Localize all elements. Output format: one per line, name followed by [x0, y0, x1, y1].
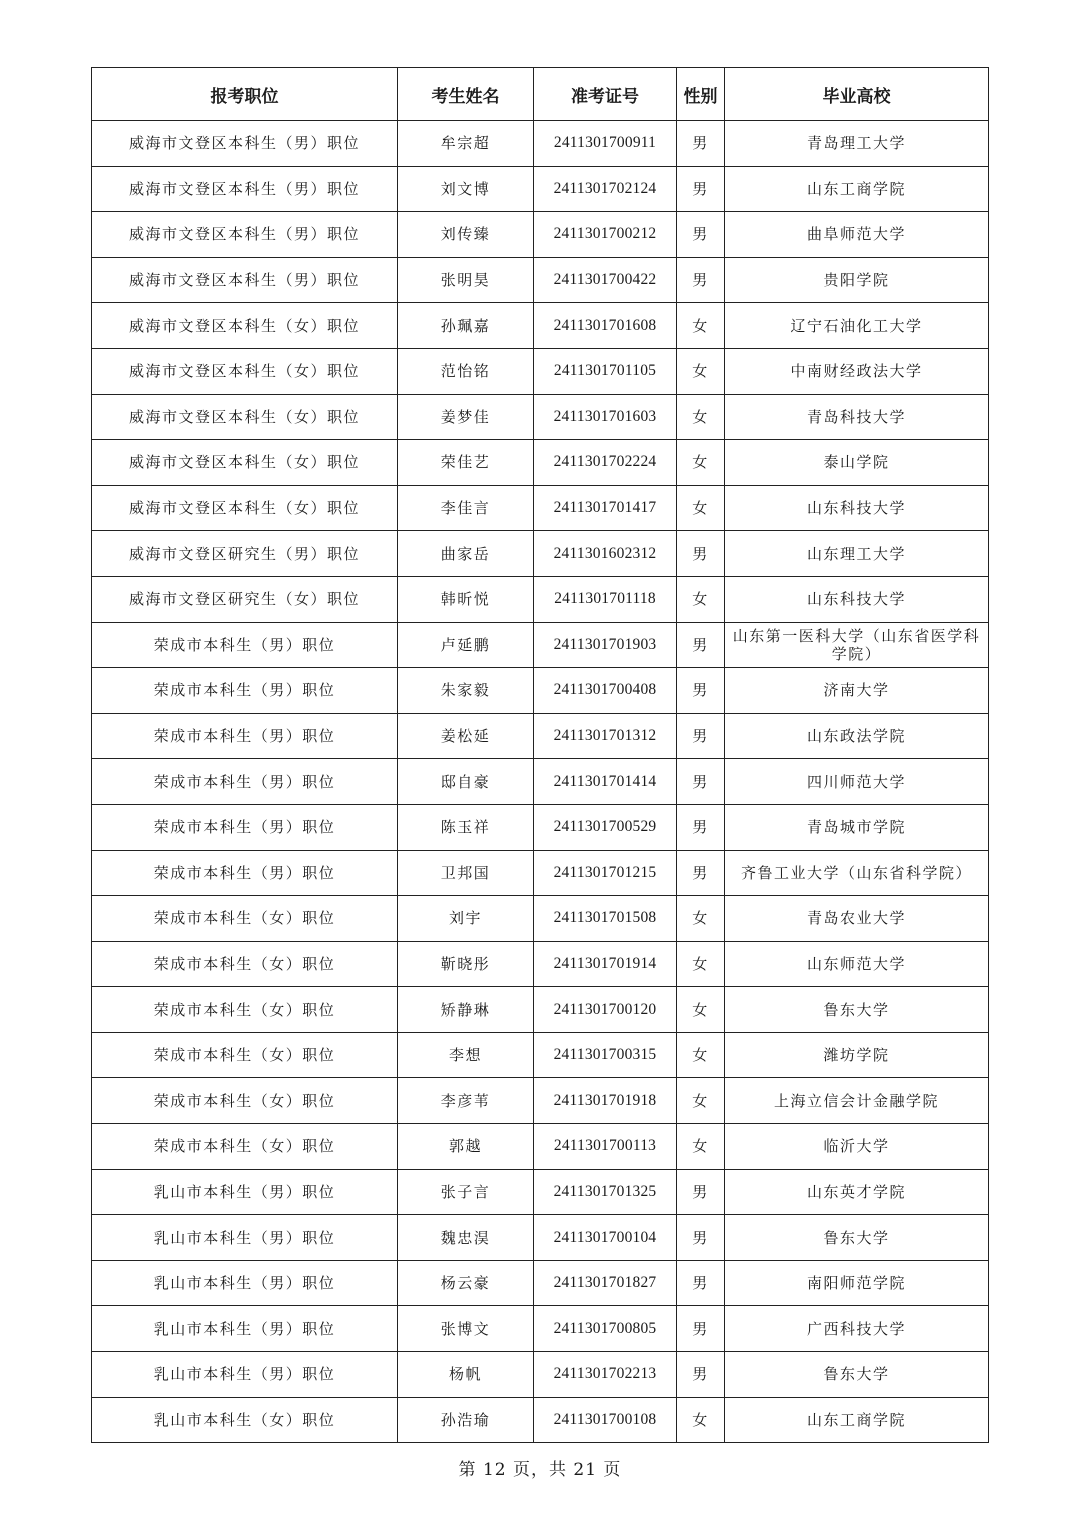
table-row [92, 1352, 989, 1398]
table-row [92, 485, 989, 531]
header-university: 毕业高校 [725, 68, 989, 121]
cell-exam-id: 2411301700408 [534, 668, 677, 714]
cell-name: 邸自豪 [398, 759, 534, 805]
cell-exam-id: 2411301700104 [534, 1215, 677, 1261]
table-row [92, 804, 989, 850]
cell-name: 卫邦国 [398, 850, 534, 896]
cell-gender: 男 [677, 1215, 725, 1261]
cell-gender: 女 [677, 576, 725, 622]
cell-name: 姜松延 [398, 713, 534, 759]
cell-university: 南阳师范学院 [725, 1260, 989, 1306]
cell-position: 荣成市本科生（男）职位 [92, 804, 398, 850]
header-name: 考生姓名 [398, 68, 534, 121]
cell-position: 威海市文登区本科生（女）职位 [92, 485, 398, 531]
cell-name: 杨云豪 [398, 1260, 534, 1306]
table-row [92, 1032, 989, 1078]
cell-position: 荣成市本科生（女）职位 [92, 941, 398, 987]
cell-exam-id: 2411301702213 [534, 1352, 677, 1398]
cell-university: 济南大学 [725, 668, 989, 714]
cell-name: 刘宇 [398, 896, 534, 942]
table-row [92, 121, 989, 167]
cell-exam-id: 2411301701105 [534, 348, 677, 394]
cell-gender: 女 [677, 348, 725, 394]
cell-exam-id: 2411301701914 [534, 941, 677, 987]
cell-university: 青岛科技大学 [725, 394, 989, 440]
table-row [92, 668, 989, 714]
cell-name: 曲家岳 [398, 531, 534, 577]
cell-gender: 男 [677, 759, 725, 805]
table-row [92, 896, 989, 942]
cell-university: 中南财经政法大学 [725, 348, 989, 394]
table-row [92, 1260, 989, 1306]
cell-university: 鲁东大学 [725, 1215, 989, 1261]
cell-gender: 男 [677, 1260, 725, 1306]
cell-position: 威海市文登区本科生（女）职位 [92, 303, 398, 349]
cell-name: 李彦苇 [398, 1078, 534, 1124]
cell-name: 张明昊 [398, 257, 534, 303]
table-row [92, 941, 989, 987]
cell-position: 荣成市本科生（男）职位 [92, 713, 398, 759]
cell-name: 韩昕悦 [398, 576, 534, 622]
cell-position: 荣成市本科生（男）职位 [92, 622, 398, 668]
cell-position: 威海市文登区研究生（男）职位 [92, 531, 398, 577]
cell-university: 广西科技大学 [725, 1306, 989, 1352]
cell-exam-id: 2411301701417 [534, 485, 677, 531]
cell-university: 山东第一医科大学（山东省医学科学院） [725, 622, 989, 668]
table-row [92, 257, 989, 303]
table-row [92, 713, 989, 759]
table-row [92, 1397, 989, 1443]
cell-gender: 男 [677, 668, 725, 714]
cell-university: 贵阳学院 [725, 257, 989, 303]
cell-exam-id: 2411301701414 [534, 759, 677, 805]
cell-position: 荣成市本科生（女）职位 [92, 1032, 398, 1078]
cell-university: 临沂大学 [725, 1124, 989, 1170]
table-header-row [92, 68, 989, 121]
cell-position: 荣成市本科生（女）职位 [92, 896, 398, 942]
cell-gender: 女 [677, 303, 725, 349]
cell-name: 姜梦佳 [398, 394, 534, 440]
cell-exam-id: 2411301700805 [534, 1306, 677, 1352]
cell-name: 张子言 [398, 1169, 534, 1215]
cell-name: 李佳言 [398, 485, 534, 531]
table-row [92, 759, 989, 805]
cell-position: 威海市文登区本科生（女）职位 [92, 394, 398, 440]
cell-university: 青岛城市学院 [725, 804, 989, 850]
cell-name: 牟宗超 [398, 121, 534, 167]
table-row [92, 987, 989, 1033]
cell-university: 青岛理工大学 [725, 121, 989, 167]
cell-position: 乳山市本科生（女）职位 [92, 1397, 398, 1443]
cell-position: 威海市文登区研究生（女）职位 [92, 576, 398, 622]
cell-gender: 男 [677, 1352, 725, 1398]
cell-exam-id: 2411301701325 [534, 1169, 677, 1215]
cell-position: 荣成市本科生（男）职位 [92, 668, 398, 714]
table-row [92, 348, 989, 394]
cell-position: 乳山市本科生（男）职位 [92, 1169, 398, 1215]
cell-gender: 男 [677, 1306, 725, 1352]
cell-gender: 男 [677, 804, 725, 850]
cell-university: 鲁东大学 [725, 987, 989, 1033]
cell-name: 卢延鹏 [398, 622, 534, 668]
cell-university: 山东理工大学 [725, 531, 989, 577]
cell-position: 荣成市本科生（女）职位 [92, 1078, 398, 1124]
cell-position: 威海市文登区本科生（女）职位 [92, 348, 398, 394]
cell-position: 乳山市本科生（男）职位 [92, 1215, 398, 1261]
cell-name: 孙珮嘉 [398, 303, 534, 349]
cell-university: 山东政法学院 [725, 713, 989, 759]
cell-gender: 男 [677, 1169, 725, 1215]
header-position: 报考职位 [92, 68, 398, 121]
cell-gender: 男 [677, 850, 725, 896]
cell-position: 荣成市本科生（男）职位 [92, 850, 398, 896]
cell-university: 青岛农业大学 [725, 896, 989, 942]
cell-position: 荣成市本科生（男）职位 [92, 759, 398, 805]
cell-university: 山东师范大学 [725, 941, 989, 987]
cell-name: 孙浩瑜 [398, 1397, 534, 1443]
cell-position: 荣成市本科生（女）职位 [92, 987, 398, 1033]
cell-position: 威海市文登区本科生（男）职位 [92, 257, 398, 303]
cell-exam-id: 2411301701608 [534, 303, 677, 349]
cell-name: 郭越 [398, 1124, 534, 1170]
cell-university: 山东科技大学 [725, 576, 989, 622]
cell-university: 鲁东大学 [725, 1352, 989, 1398]
cell-position: 乳山市本科生（男）职位 [92, 1306, 398, 1352]
header-gender: 性别 [677, 68, 725, 121]
cell-gender: 男 [677, 166, 725, 212]
cell-university: 齐鲁工业大学（山东省科学院） [725, 850, 989, 896]
cell-exam-id: 2411301602312 [534, 531, 677, 577]
cell-gender: 男 [677, 212, 725, 258]
header-exam-id: 准考证号 [534, 68, 677, 121]
cell-gender: 女 [677, 941, 725, 987]
cell-gender: 男 [677, 531, 725, 577]
table-row [92, 440, 989, 486]
candidate-table [91, 67, 989, 1443]
cell-name: 朱家毅 [398, 668, 534, 714]
cell-gender: 男 [677, 622, 725, 668]
cell-university: 山东科技大学 [725, 485, 989, 531]
cell-university: 潍坊学院 [725, 1032, 989, 1078]
cell-position: 乳山市本科生（男）职位 [92, 1260, 398, 1306]
cell-name: 荣佳艺 [398, 440, 534, 486]
cell-exam-id: 2411301701918 [534, 1078, 677, 1124]
cell-exam-id: 2411301700422 [534, 257, 677, 303]
cell-university: 四川师范大学 [725, 759, 989, 805]
cell-university: 泰山学院 [725, 440, 989, 486]
cell-exam-id: 2411301700911 [534, 121, 677, 167]
cell-name: 魏忠淏 [398, 1215, 534, 1261]
cell-exam-id: 2411301700529 [534, 804, 677, 850]
cell-name: 刘文博 [398, 166, 534, 212]
cell-exam-id: 2411301701118 [534, 576, 677, 622]
cell-name: 杨帆 [398, 1352, 534, 1398]
table-row [92, 166, 989, 212]
cell-exam-id: 2411301700108 [534, 1397, 677, 1443]
cell-gender: 男 [677, 713, 725, 759]
table-row [92, 303, 989, 349]
cell-position: 威海市文登区本科生（男）职位 [92, 166, 398, 212]
cell-exam-id: 2411301701215 [534, 850, 677, 896]
table-row [92, 394, 989, 440]
cell-exam-id: 2411301701603 [534, 394, 677, 440]
table-row [92, 576, 989, 622]
table-row [92, 1124, 989, 1170]
cell-name: 陈玉祥 [398, 804, 534, 850]
cell-exam-id: 2411301700120 [534, 987, 677, 1033]
cell-gender: 女 [677, 440, 725, 486]
cell-position: 荣成市本科生（女）职位 [92, 1124, 398, 1170]
cell-exam-id: 2411301700113 [534, 1124, 677, 1170]
table-row [92, 1306, 989, 1352]
cell-university: 山东英才学院 [725, 1169, 989, 1215]
table-row [92, 622, 989, 668]
table-row [92, 1078, 989, 1124]
cell-gender: 女 [677, 485, 725, 531]
cell-university: 上海立信会计金融学院 [725, 1078, 989, 1124]
table-row [92, 1215, 989, 1261]
cell-exam-id: 2411301701508 [534, 896, 677, 942]
table-row [92, 212, 989, 258]
cell-gender: 女 [677, 896, 725, 942]
table-row [92, 850, 989, 896]
cell-position: 乳山市本科生（男）职位 [92, 1352, 398, 1398]
cell-gender: 女 [677, 987, 725, 1033]
cell-name: 范怡铭 [398, 348, 534, 394]
cell-university: 山东工商学院 [725, 1397, 989, 1443]
cell-gender: 女 [677, 1032, 725, 1078]
cell-exam-id: 2411301702224 [534, 440, 677, 486]
cell-gender: 男 [677, 121, 725, 167]
cell-exam-id: 2411301701903 [534, 622, 677, 668]
cell-position: 威海市文登区本科生（女）职位 [92, 440, 398, 486]
page-number: 第 12 页，共 21 页 [458, 1460, 622, 1480]
cell-gender: 女 [677, 1078, 725, 1124]
cell-name: 刘传臻 [398, 212, 534, 258]
cell-position: 威海市文登区本科生（男）职位 [92, 212, 398, 258]
cell-exam-id: 2411301701312 [534, 713, 677, 759]
table-row [92, 531, 989, 577]
cell-university: 山东工商学院 [725, 166, 989, 212]
cell-gender: 女 [677, 1124, 725, 1170]
cell-gender: 女 [677, 394, 725, 440]
cell-university: 曲阜师范大学 [725, 212, 989, 258]
cell-university: 辽宁石油化工大学 [725, 303, 989, 349]
cell-name: 靳晓彤 [398, 941, 534, 987]
cell-position: 威海市文登区本科生（男）职位 [92, 121, 398, 167]
cell-gender: 男 [677, 257, 725, 303]
cell-name: 矫静琳 [398, 987, 534, 1033]
cell-exam-id: 2411301700212 [534, 212, 677, 258]
cell-name: 李想 [398, 1032, 534, 1078]
cell-exam-id: 2411301702124 [534, 166, 677, 212]
cell-gender: 女 [677, 1397, 725, 1443]
cell-exam-id: 2411301700315 [534, 1032, 677, 1078]
table-row [92, 1169, 989, 1215]
cell-exam-id: 2411301701827 [534, 1260, 677, 1306]
cell-name: 张博文 [398, 1306, 534, 1352]
